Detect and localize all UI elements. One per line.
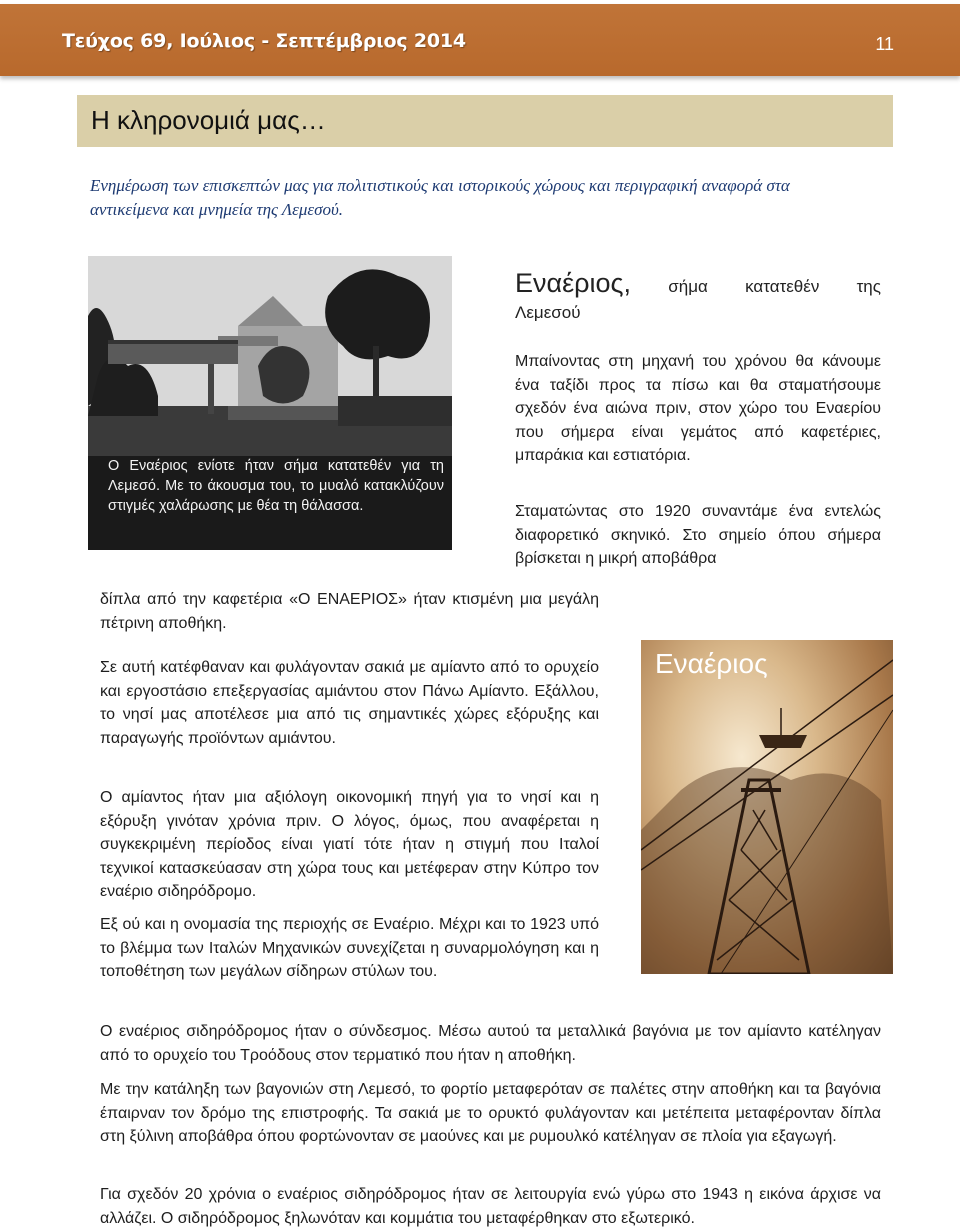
pylon-photo	[641, 640, 893, 974]
paragraph: Σταματώντας στο 1920 συναντάμε ένα εντελώς διαφορετικό σκηνικό. Στο σημείο όπου σήμερα βρίσκεται η μικρή αποβάθρα	[515, 503, 881, 567]
paragraph: Ο εναέριος σιδηρόδρομος ήταν ο σύνδεσμος. Μέσω αυτού τα μεταλλικά βαγόνια με τον αμίαντο κατέληγαν από το ορυχείο του Τροόδους στον τερματικό που ήταν η αποθήκη.	[100, 1023, 881, 1064]
article-title-main: Εναέριος,	[515, 268, 632, 298]
article-title-line2: Λεμεσού	[515, 303, 581, 322]
intro-text: Ενημέρωση των επισκεπτών μας για πολιτιστικούς και ιστορικούς χώρους και περιγραφική αναφορά στα αντικείμενα και μνημεία της Λεμεσού.	[90, 176, 790, 219]
article-title-word: της	[856, 277, 881, 296]
paragraph: δίπλα από την καφετέρια «Ο ΕΝΑΕΡΙΟΣ» ήταν κτισμένη μια μεγάλη πέτρινη αποθήκη.	[100, 591, 599, 632]
article-title-word: κατατεθέν	[745, 277, 820, 296]
article-title	[515, 268, 881, 323]
section-title: Η κληρονομιά μας…	[91, 105, 326, 135]
section-band	[77, 95, 893, 147]
paragraph: Σε αυτή κατέφθαναν και φυλάγονταν σακιά με αμίαντο από το ορυχείο και εργοστάσιο επεξεργασίας αμιάντου στον Πάνω Αμίαντο. Εξάλλου, το νησί μας αποτέλεσε μια από τις σημαντικές χώρες εξόρυξης και παραγωγής προϊόντων αμιάντου.	[100, 659, 599, 747]
pylon-illustration	[641, 640, 893, 974]
photo-caption: Ο Εναέριος ενίοτε ήταν σήμα κατατεθέν για τη Λεμεσό. Με το άκουσμα του, το μυαλό κατακλύζουν στιγμές χαλάρωσης με θέα τη θάλασσα.	[108, 458, 444, 514]
paragraph: Με την κατάληξη των βαγονιών στη Λεμεσό, το φορτίο μεταφερόταν σε παλέτες στην αποθήκη και τα βαγόνια έπαιρναν τον δρόμο της επιστροφής. Τα σακιά με το ορυκτό φυλάγονταν και μετέπειτα μεταφέρονταν δίπλα στη ξύλινη αποβάθρα όπου φορτώνονταν σε μαούνες και με ρυμουλκό κατέληγαν σε πλοία για εξαγωγή.	[100, 1081, 881, 1145]
issue-title: Τεύχος 69, Ιούλιος - Σεπτέμβριος 2014	[62, 30, 466, 52]
article-title-word: σήμα	[668, 277, 708, 296]
paragraph: Μπαίνοντας στη μηχανή του χρόνου θα κάνουμε ένα ταξίδι προς τα πίσω και θα σταματήσουμε σχεδόν ένα αιώνα πριν, στον χώρο του Εναερίου που σήμερα είναι γεμάτος από καφετέριες, μπαράκια και εστιατόρια.	[515, 353, 881, 464]
paragraph: Για σχεδόν 20 χρόνια ο εναέριος σιδηρόδρομος ήταν σε λειτουργία ενώ γύρω στο 1943 η εικόνα άρχισε να αλλάζει. Ο σιδηρόδρομος ξηλωνόταν και κομμάτια του μεταφέρθηκαν στο εξωτερικό.	[100, 1186, 881, 1227]
header-bar	[0, 4, 960, 76]
paragraph: Ο αμίαντος ήταν μια αξιόλογη οικονομική πηγή για το νησί και η εξόρυξη γινόταν χρόνια πριν. Ο λόγος, όμως, που αναφέρεται η συγκεκριμένη περίοδος είναι γιατί τότε ήταν η στιγμή που Ιταλοί τεχνικοί κατασκεύασαν στη χώρα τους και μετέφεραν στην Κύπρο τον εναέριο σιδηρόδρομο.	[100, 789, 599, 900]
page-number: 11	[875, 34, 894, 54]
paragraph: Εξ ού και η ονομασία της περιοχής σε Εναέριο. Μέχρι και το 1923 υπό το βλέμμα των Ιταλών Μηχανικών συνεχίζεται η συναρμολόγηση και η τοποθέτηση των μεγάλων σίδηρων στύλων του.	[100, 916, 599, 980]
photo-label: Εναέριος	[655, 648, 768, 679]
